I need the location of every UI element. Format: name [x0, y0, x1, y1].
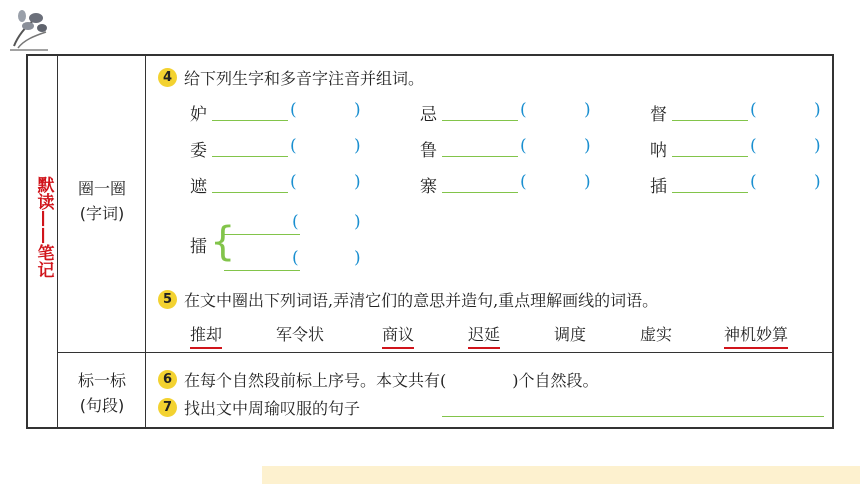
paren-open: ( — [292, 212, 299, 232]
vocab-word: 虚实 — [640, 325, 673, 344]
paren-open: ( — [290, 172, 297, 192]
char-item: 呐 — [650, 141, 667, 161]
paren-close: ) — [354, 136, 361, 156]
bottom-highlight-band — [262, 466, 860, 484]
char-item: 忌 — [420, 105, 437, 125]
answer-blank[interactable] — [442, 138, 518, 157]
category-column — [58, 56, 146, 427]
question-5 — [158, 288, 658, 311]
section-label-sentences — [58, 368, 146, 418]
paren-close: ) — [354, 248, 361, 268]
vocab-word: 推却 — [190, 322, 222, 349]
paren-open: ( — [290, 100, 297, 120]
section-words-title: 圈一圈 — [77, 179, 126, 198]
paren-close: ) — [814, 172, 821, 192]
vocab-word: 迟延 — [468, 322, 500, 349]
question-7 — [158, 396, 360, 419]
char-item: 寨 — [420, 177, 437, 197]
paren-close: ) — [814, 136, 821, 156]
section-label-words — [58, 176, 146, 226]
vocab-word: 商议 — [382, 322, 414, 349]
question-5-text: 在文中圈出下列词语,弄清它们的意思并造句,重点理解画线的词语。 — [184, 291, 659, 310]
paren-open: ( — [520, 136, 527, 156]
question-6-text-b: )个自然段。 — [512, 371, 599, 390]
char-item: 鲁 — [420, 141, 437, 161]
sentence-answer-line[interactable] — [442, 416, 824, 417]
paren-open: ( — [520, 100, 527, 120]
paren-close: ) — [814, 100, 821, 120]
question-7-text: 找出文中周瑜叹服的句子 — [184, 399, 361, 418]
paren-close: ) — [584, 172, 591, 192]
char-item: 督 — [650, 105, 667, 125]
sidebar-label — [32, 176, 54, 278]
vocab-word: 神机妙算 — [724, 322, 788, 349]
paren-close: ) — [584, 136, 591, 156]
question-number-badge: 6 — [158, 370, 177, 389]
answer-blank[interactable] — [224, 252, 300, 271]
paren-open: ( — [290, 136, 297, 156]
sidebar-text: 默读——笔记 — [33, 176, 54, 278]
char-item: 委 — [190, 141, 207, 161]
question-number-badge: 5 — [158, 290, 177, 309]
answer-blank[interactable] — [672, 138, 748, 157]
worksheet-table — [26, 54, 834, 429]
char-item: 妒 — [190, 105, 207, 125]
answer-blank[interactable] — [212, 102, 288, 121]
paren-open: ( — [750, 136, 757, 156]
section-words-subtitle: (字词) — [79, 204, 125, 223]
paren-open: ( — [520, 172, 527, 192]
paren-open: ( — [292, 248, 299, 268]
paren-open: ( — [750, 100, 757, 120]
answer-blank[interactable] — [672, 102, 748, 121]
multi-char: 擂 — [190, 237, 207, 257]
vocab-word: 调度 — [554, 325, 587, 344]
question-6-text-a: 在每个自然段前标上序号。本文共有( — [184, 371, 447, 390]
question-6 — [158, 368, 599, 391]
question-4 — [158, 66, 424, 89]
question-number-badge: 4 — [158, 68, 177, 87]
brace-icon: { — [210, 219, 236, 265]
answer-blank[interactable] — [212, 138, 288, 157]
answer-blank[interactable] — [212, 174, 288, 193]
question-4-text: 给下列生字和多音字注音并组词。 — [184, 69, 425, 88]
answer-blank[interactable] — [442, 102, 518, 121]
paren-close: ) — [584, 100, 591, 120]
sidebar-column — [28, 56, 58, 427]
content-area — [146, 56, 832, 427]
vocab-word: 军令状 — [276, 325, 325, 344]
answer-blank[interactable] — [672, 174, 748, 193]
orchid-logo-icon — [8, 6, 52, 52]
paren-close: ) — [354, 212, 361, 232]
char-item: 插 — [650, 177, 667, 197]
answer-blank[interactable] — [224, 216, 300, 235]
paren-open: ( — [750, 172, 757, 192]
section-sentences-title: 标一标 — [77, 371, 126, 390]
section-sentences-subtitle: (句段) — [79, 396, 125, 415]
question-number-badge: 7 — [158, 398, 177, 417]
paren-close: ) — [354, 100, 361, 120]
char-item: 遮 — [190, 177, 207, 197]
paren-close: ) — [354, 172, 361, 192]
answer-blank[interactable] — [442, 174, 518, 193]
